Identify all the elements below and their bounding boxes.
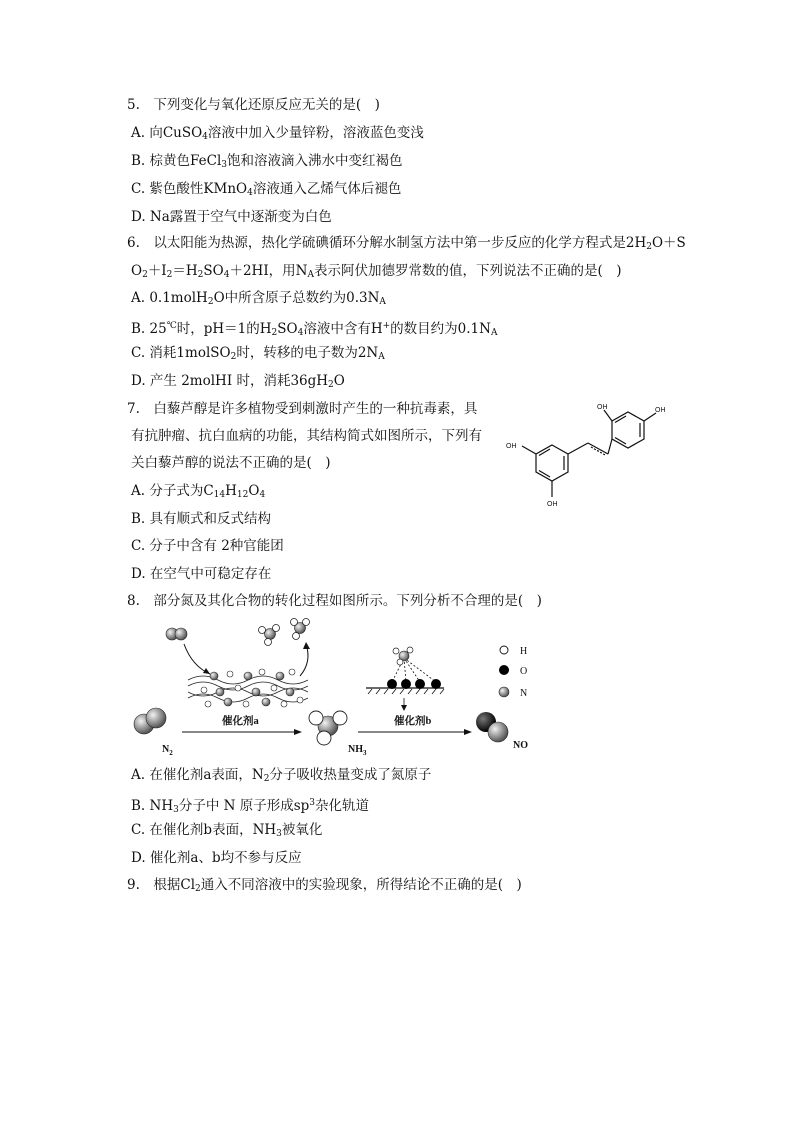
n2-molecule <box>134 708 166 734</box>
q6-stem-line1: 6. 以太阳能为热源，热化学硫碘循环分解水制氢方法中第一步反应的化学方程式是$2H_2O+S$ <box>127 235 686 252</box>
q8-option-d: D. 催化剂a、b均不参与反应 <box>131 850 302 866</box>
oh-label-top-right: OH <box>655 407 666 414</box>
q8-stem: 8. 部分氮及其化合物的转化过程如图所示。下列分析不合理的是( ) <box>127 593 542 609</box>
legend-h: H <box>520 646 528 657</box>
nitrogen-conversion-diagram <box>128 614 548 760</box>
legend-n: N <box>520 688 528 699</box>
q7-option-a: A. 分子式为$C_{14}H_{12}O_4$ <box>131 483 266 500</box>
q8-option-c: C. 在催化剂b表面，$NH_3$被氧化 <box>131 822 323 839</box>
n2-label: $N_2$ <box>162 744 173 757</box>
n2-molecule-incoming <box>166 628 187 640</box>
q7-stem-line3: 关白藜芦醇的说法不正确的是( ) <box>131 455 331 471</box>
q7-option-b: B. 具有顺式和反式结构 <box>131 511 272 527</box>
q6-option-b: B. 25℃时，pH＝1的$H_2SO_4$溶液中含有H+的数目约为$0.1N_A$ <box>131 321 498 338</box>
q7-option-d: D. 在空气中可稳定存在 <box>131 566 272 582</box>
q5-option-d: D. Na露置于空气中逐渐变为白色 <box>131 209 332 225</box>
q6-stem-line2: $O_2+I_2=H_2SO_4+2HI$，用$N_A$表示阿伏加德罗常数的值，下列说法不正确的是( ) <box>131 263 622 280</box>
nh3-molecule-leaving-1 <box>259 625 280 646</box>
catalyst-a-label: 催化剂a <box>222 716 259 727</box>
q8-option-b: B. $NH_3$分子中 N 原子形成$sp^3$杂化轨道 <box>131 798 370 815</box>
q9-stem: 9. 根据$Cl_2$通入不同溶液中的实验现象，所得结论不正确的是( ) <box>127 877 522 894</box>
q7-stem-line1: 7. 白藜芦醇是许多植物受到刺激时产生的一种抗毒素，具 <box>127 401 478 417</box>
q7-option-c: C. 分子中含有 2种官能团 <box>131 538 284 554</box>
q5-option-a: A. 向CuSO$_4$溶液中加入少量锌粉，溶液蓝色变浅 <box>131 125 424 142</box>
oh-label-left: OH <box>506 443 517 450</box>
nh3-molecule <box>309 711 347 745</box>
vinyl-bridge <box>568 443 608 456</box>
right-benzene-ring <box>608 412 644 454</box>
nh3-molecule-leaving-2 <box>291 619 310 640</box>
atom-legend <box>499 646 527 699</box>
q6-option-c: C. 消耗1molSO$_2$时，转移的电子数为$2N_A$ <box>131 345 385 362</box>
q5-option-b: B. 棕黄色FeCl$_3$饱和溶液滴入沸水中变红褐色 <box>131 153 403 170</box>
q6-option-a: A. 0.1molH$_2$O中所含原子总数约为$0.3N_A$ <box>131 290 386 307</box>
oh-label-bottom: OH <box>547 501 558 508</box>
q6-option-d: D. 产生 2molHI 时，消耗$36gH_2O$ <box>131 373 345 390</box>
nh3-label: $NH_3$ <box>348 744 367 757</box>
q7-stem-line2: 有抗肿瘤、抗白血病的功能，其结构简式如图所示，下列有 <box>131 428 482 444</box>
left-benzene-ring <box>536 445 568 481</box>
no-label: NO <box>513 740 528 751</box>
q8-option-a: A. 在催化剂a表面，$N_2$分子吸收热量变成了氮原子 <box>131 767 432 784</box>
q5-stem: 5. 下列变化与氧化还原反应无关的是( ) <box>127 97 380 113</box>
oh-label-top-left: OH <box>597 404 608 411</box>
catalyst-b-surface <box>366 647 444 711</box>
resveratrol-structure <box>500 400 700 520</box>
catalyst-b-label: 催化剂b <box>394 716 432 727</box>
legend-o: O <box>520 666 528 677</box>
q5-option-c: C. 紫色酸性KMnO$_4$溶液通入乙烯气体后褪色 <box>131 181 402 198</box>
no-molecule <box>476 712 508 742</box>
